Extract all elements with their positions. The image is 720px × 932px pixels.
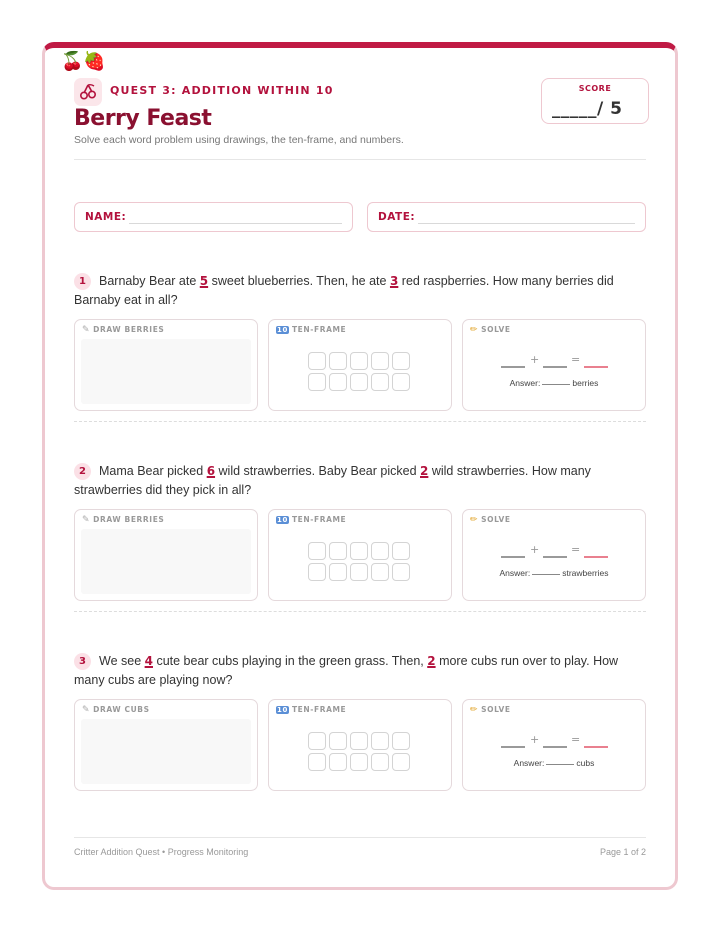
ten-frame-cell[interactable] (329, 753, 347, 771)
question-2 (74, 462, 646, 500)
sum-blank[interactable] (584, 556, 608, 558)
score-label: SCORE (578, 84, 612, 93)
question-number-badge: 3 (74, 653, 91, 670)
draw-label: DRAW BERRIES (93, 515, 165, 524)
ten-frame-cell[interactable] (350, 542, 368, 560)
ten-frame-panel (268, 509, 452, 601)
footer (74, 837, 646, 857)
ten-frame-label: TEN-FRAME (291, 325, 347, 334)
plus-sign: + (530, 733, 540, 746)
ten-frame-cell[interactable] (392, 352, 410, 370)
first-addend: 5 (199, 274, 209, 288)
drawing-area[interactable] (81, 719, 251, 784)
ten-frame-cell[interactable] (350, 563, 368, 581)
ten-frame-panel-header (276, 325, 346, 334)
ten-frame-cell[interactable] (350, 753, 368, 771)
draw-panel-header (82, 515, 164, 525)
ten-frame-cell[interactable] (329, 542, 347, 560)
keycap-ten-icon: 10 (277, 706, 288, 714)
sum-blank[interactable] (584, 366, 608, 368)
page-subtitle: Solve each word problem using drawings, the ten-frame, and numbers. (74, 134, 404, 146)
solve-panel (462, 319, 646, 411)
footer-left: Critter Addition Quest • Progress Monitoring (74, 847, 249, 857)
drawing-area[interactable] (81, 339, 251, 404)
ten-frame-cell[interactable] (329, 373, 347, 391)
ten-frame-cell[interactable] (371, 542, 389, 560)
answer-line (463, 758, 645, 768)
answer-line (463, 378, 645, 388)
second-addend: 3 (389, 274, 399, 288)
first-addend-blank[interactable] (501, 366, 525, 368)
ten-frame-grid (308, 542, 410, 581)
worksheet (42, 42, 678, 890)
pencil-icon: ✎ (82, 325, 91, 335)
page-title: Berry Feast (74, 106, 212, 131)
question-text-part: wild strawberries. Baby Bear picked (215, 464, 420, 478)
score-box (541, 78, 649, 124)
question-divider (74, 611, 646, 612)
ten-frame-panel-header (276, 705, 346, 714)
ten-frame-cell[interactable] (308, 352, 326, 370)
answer-unit: berries (572, 378, 599, 388)
question-text-part: more cubs run over to play. How many cubs are playing now? (74, 654, 619, 687)
plus-sign: + (530, 353, 540, 366)
solve-panel-header (470, 325, 511, 335)
first-addend-blank[interactable] (501, 746, 525, 748)
second-addend-blank[interactable] (543, 366, 567, 368)
header (74, 78, 649, 160)
ten-frame-cell[interactable] (371, 352, 389, 370)
solve-label: SOLVE (481, 325, 511, 334)
solve-panel (462, 509, 646, 601)
sum-blank[interactable] (584, 746, 608, 748)
ten-frame-grid (308, 352, 410, 391)
first-addend-blank[interactable] (501, 556, 525, 558)
quest-label: QUEST 3: ADDITION WITHIN 10 (110, 84, 334, 97)
answer-blank[interactable] (532, 574, 560, 575)
draw-label: DRAW CUBS (93, 705, 150, 714)
score-value: _____/ 5 (552, 99, 623, 119)
ten-frame-cell[interactable] (350, 352, 368, 370)
question-text (74, 652, 646, 690)
fruit-decoration-icons: 🍒🍓 (61, 51, 106, 72)
date-field[interactable] (367, 202, 646, 232)
question-text (74, 462, 646, 500)
ten-frame-grid (308, 732, 410, 771)
question-1 (74, 272, 646, 310)
draw-label: DRAW BERRIES (93, 325, 165, 334)
footer-right: Page 1 of 2 (599, 847, 646, 857)
cherry-icon (74, 78, 102, 106)
answer-prefix: Answer: (499, 568, 531, 578)
ten-frame-cell[interactable] (308, 542, 326, 560)
answer-prefix: Answer: (509, 378, 541, 388)
draw-panel-header (82, 325, 164, 335)
question-divider (74, 421, 646, 422)
name-field[interactable] (74, 202, 353, 232)
ten-frame-panel-header (276, 515, 346, 524)
solve-panel-header (470, 705, 511, 715)
name-label: NAME: (85, 211, 127, 223)
question-text (74, 272, 646, 310)
draw-panel-header (82, 705, 150, 715)
solve-label: SOLVE (481, 515, 511, 524)
ten-frame-cell[interactable] (350, 732, 368, 750)
question-text-part: sweet blueberries. Then, he ate (208, 274, 390, 288)
solve-panel-header (470, 515, 511, 525)
ten-frame-cell[interactable] (392, 542, 410, 560)
second-addend-blank[interactable] (543, 556, 567, 558)
ten-frame-label: TEN-FRAME (291, 705, 347, 714)
solve-panel (462, 699, 646, 791)
ten-frame-cell[interactable] (308, 373, 326, 391)
ten-frame-cell[interactable] (392, 753, 410, 771)
ten-frame-cell[interactable] (392, 373, 410, 391)
answer-line (463, 568, 645, 578)
ten-frame-cell[interactable] (371, 732, 389, 750)
question-text-part: We see (99, 654, 145, 668)
ten-frame-label: TEN-FRAME (291, 515, 347, 524)
first-addend: 4 (144, 654, 153, 668)
header-divider (74, 159, 646, 160)
ten-frame-cell[interactable] (371, 373, 389, 391)
question-number-badge: 2 (74, 463, 91, 480)
answer-blank[interactable] (542, 384, 570, 385)
question-text-part: wild strawberries. How many strawberries did they pick in all? (74, 464, 591, 497)
ten-frame-cell[interactable] (350, 373, 368, 391)
draw-panel[interactable] (74, 319, 258, 411)
draw-panel[interactable] (74, 509, 258, 601)
solve-label: SOLVE (481, 705, 511, 714)
ten-frame-cell[interactable] (392, 732, 410, 750)
answer-unit: strawberries (562, 568, 609, 578)
ten-frame-panel (268, 319, 452, 411)
plus-sign: + (530, 543, 540, 556)
keycap-ten-icon: 10 (277, 516, 288, 524)
ten-frame-cell[interactable] (371, 563, 389, 581)
ten-frame-cell[interactable] (308, 732, 326, 750)
question-3 (74, 652, 646, 690)
answer-blank[interactable] (546, 764, 574, 765)
pencil-icon: ✏ (470, 705, 479, 715)
ten-frame-cell[interactable] (308, 753, 326, 771)
question-text-part: cute bear cubs playing in the green grass. Then, (152, 654, 428, 668)
pencil-icon: ✏ (470, 325, 479, 335)
ten-frame-cell[interactable] (392, 563, 410, 581)
date-label: DATE: (378, 211, 416, 223)
answer-unit: cubs (576, 758, 595, 768)
answer-prefix: Answer: (513, 758, 545, 768)
ten-frame-panel (268, 699, 452, 791)
keycap-ten-icon: 10 (277, 326, 288, 334)
pencil-icon: ✎ (82, 515, 91, 525)
ten-frame-cell[interactable] (329, 352, 347, 370)
draw-panel[interactable] (74, 699, 258, 791)
equals-sign: = (571, 353, 581, 366)
ten-frame-cell[interactable] (329, 563, 347, 581)
date-line (418, 223, 635, 224)
drawing-area[interactable] (81, 529, 251, 594)
ten-frame-cell[interactable] (329, 732, 347, 750)
question-text-part: red raspberries. How many berries did Barnaby eat in all? (74, 274, 614, 307)
equals-sign: = (571, 543, 581, 556)
question-number-badge: 1 (74, 273, 91, 290)
second-addend: 2 (420, 464, 429, 478)
second-addend: 2 (427, 654, 436, 668)
pencil-icon: ✏ (470, 515, 479, 525)
equals-sign: = (571, 733, 581, 746)
name-line (129, 223, 342, 224)
ten-frame-cell[interactable] (371, 753, 389, 771)
ten-frame-cell[interactable] (308, 563, 326, 581)
question-text-part: Mama Bear picked (99, 464, 207, 478)
question-text-part: Barnaby Bear ate (99, 274, 200, 288)
first-addend: 6 (206, 464, 216, 478)
second-addend-blank[interactable] (543, 746, 567, 748)
pencil-icon: ✎ (82, 705, 91, 715)
